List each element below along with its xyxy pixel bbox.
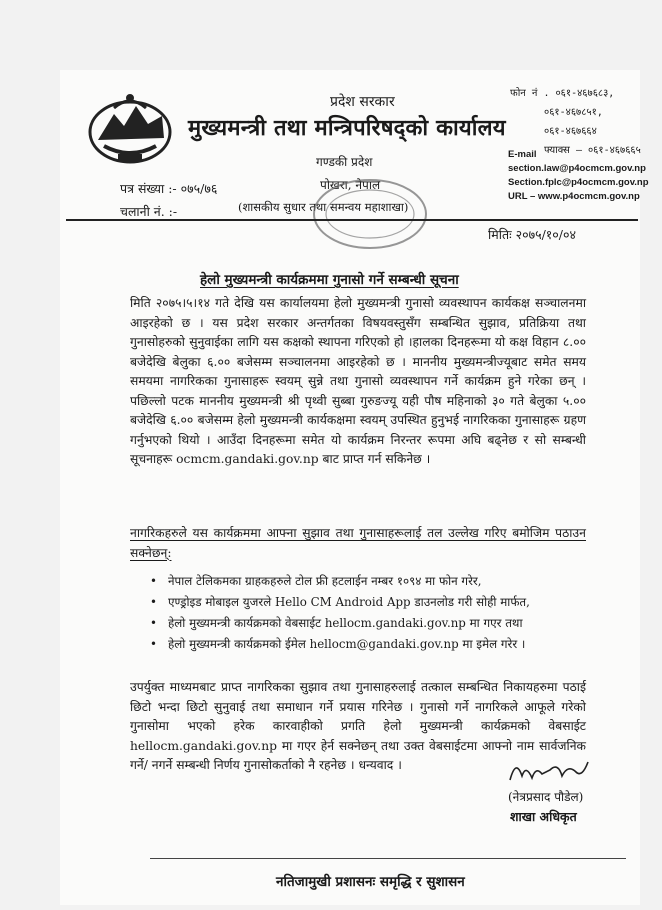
email-link[interactable]: section.law@p4ocmcm.gov.np bbox=[508, 163, 646, 174]
government-label: प्रदेश सरकार bbox=[330, 94, 395, 110]
letter-date: मितिः २०७५/१०/०४ bbox=[488, 227, 576, 242]
phone-number: ०६१-४६७६६४ bbox=[544, 126, 597, 137]
footer-divider bbox=[150, 858, 626, 859]
office-name: मुख्यमन्त्री तथा मन्त्रिपरिषद्को कार्यालय bbox=[188, 115, 506, 141]
website-link[interactable]: URL – www.p4ocmcm.gov.np bbox=[508, 191, 640, 202]
branch-label: (शासकीय सुधार तथा समन्वय महाशाखा) bbox=[238, 200, 409, 214]
handwritten-signature bbox=[506, 756, 592, 786]
body-paragraph: नागरिकहरुले यस कार्यक्रममा आफ्ना सुझाव तथा गुनासाहरूलाई तल उल्लेख गरिए बमोजिम पठाउन सक्नेछन्: bbox=[130, 526, 586, 560]
list-item: • हेलो मुख्यमन्त्री कार्यक्रमको वेबसाईट hellocm.gandaki.gov.np मा गएर तथा bbox=[150, 613, 600, 634]
email-label: E-mail bbox=[508, 149, 537, 160]
letter-number: पत्र संख्या :- ०७५/७६ bbox=[120, 181, 218, 196]
email-block bbox=[508, 148, 649, 204]
province-label: गण्डकी प्रदेश bbox=[316, 155, 373, 169]
signatory-name: (नेत्रप्रसाद पौडेल) bbox=[508, 790, 584, 804]
channel-list bbox=[150, 571, 600, 655]
body-paragraph: मिति २०७५।५।१४ गते देखि यस कार्यालयमा हेलो मुख्यमन्त्री गुनासो व्यवस्थापन कार्यकक्ष सञ्चालनमा आइरहेको छ । यस प्रदेश सरकार अन्तर्गतका विषयवस्तुसँग सम्बन्धित सुझाव, प्रतिक्रिया तथा गुनासोहरुको सुनुवाईका लागि यस कक्षको स्थापना गरिएको हो ।हालका दिनहरूमा यो कक्ष विहान ८.०० बजेदेखि बेलुका ६.०० बजेसम्म सञ्चालनमा आइरहेको छ । माननीय मुख्यमन्त्रीज्यूबाट समेत समय समयमा नागरिकका गुनासाहरू स्वयम् सुन्ने तथा गुनासो व्यवस्थापन गर्ने कार्यक्रम हुने गरेका छन् । पछिल्लो पटक माननीय मुख्यमन्त्री श्री पृथ्वी सुब्बा गुरुङज्यू यही पौष महिनाको ३० गते बेलुका ५.०० बजेदेखि ६.०० बजेसम्म हेलो मुख्यमन्त्री कार्यकक्षमा स्वयम् उपस्थित हुनुभई नागरिकका गुनासाहरू ग्रहण गर्नुभएको थियो । आउँदा दिनहरूमा समेत यो कार्यक्रम निरन्तर रूपमा अघि बढ्नेछ र सो सम्बन्धी सूचनाहरू ocmcm.gandaki.gov.np बाट प्राप्त गर्न सकिनेछ । bbox=[130, 296, 586, 466]
header-divider bbox=[66, 219, 638, 221]
fax-number: फ्याक्स — ०६१-४६७६६५ bbox=[544, 145, 641, 156]
phone-number: फोन नं . ०६१-४६७६८३, bbox=[510, 88, 615, 99]
body-paragraph: उपर्युक्त माध्यमबाट प्राप्त नागरिकका सुझाव तथा गुनासाहरुलाई तत्काल सम्बन्धित निकायहरुमा पठाई छिटो भन्दा छिटो सुनुवाई तथा समाधान गर्ने प्रयास गरिनेछ । गुनासो गर्ने नागरिकले आफूले गरेको गुनासोमा भएको हरेक कारवाहीको प्रगति हेलो मुख्यमन्त्री कार्यक्रमको वेबसाईट hellocm.gandaki.gov.np मा गएर हेर्न सक्नेछन् तथा उक्त वेबसाईटमा आफ्नो नाम सार्वजनिक गर्ने/ नगर्ने सम्बन्धी निर्णय गुनासोकर्ताको नै रहनेछ । धन्यवाद । bbox=[130, 680, 586, 772]
list-item: • हेलो मुख्यमन्त्री कार्यक्रमको ईमेल hellocm@gandaki.gov.np मा इमेल गरेर । bbox=[150, 634, 600, 655]
list-item: • एण्ड्रोइड मोबाइल युजरले Hello CM Android App डाउनलोड गरी सोही मार्फत, bbox=[150, 592, 600, 613]
notice-title: हेलो मुख्यमन्त्री कार्यक्रममा गुनासो गर्ने सम्बन्धी सूचना bbox=[200, 272, 459, 288]
dispatch-number: चलानी नं. :- bbox=[120, 204, 178, 219]
phone-number: ०६१-४६७८५१, bbox=[544, 107, 603, 118]
city-label: पोखरा, नेपाल bbox=[320, 178, 381, 192]
signatory-title: शाखा अधिकृत bbox=[510, 809, 577, 824]
office-stamp bbox=[300, 164, 440, 264]
footer-slogan: नतिजामुखी प्रशासनः समृद्धि र सुशासन bbox=[276, 874, 465, 890]
email-link[interactable]: Section.fplc@p4ocmcm.gov.np bbox=[508, 177, 649, 188]
list-item: • नेपाल टेलिकमका ग्राहकहरुले टोल फ्री हटलाईन नम्बर १०९४ मा फोन गरेर, bbox=[150, 571, 600, 592]
nepal-emblem-icon bbox=[84, 88, 176, 170]
